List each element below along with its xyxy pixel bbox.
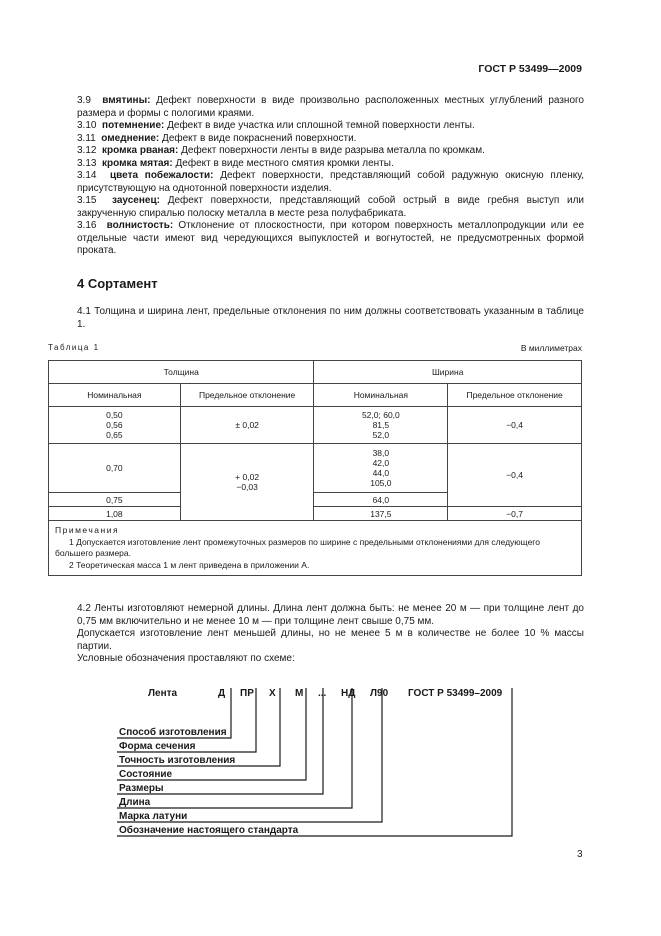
definition-3-15: 3.15 заусенец: Дефект поверхности, представляющий собой острый в виде гребня выступ или закрученную спиралью полоску металла в месте реза полуфабриката. — [77, 195, 585, 219]
scheme-token: Д — [218, 688, 226, 699]
cell-width: 38,0 42,0 44,0 105,0 — [314, 444, 448, 493]
cell-width-tolerance: −0,4 — [448, 407, 582, 444]
table-caption: Таблица 1 — [48, 343, 100, 352]
scheme-line — [117, 688, 323, 794]
cell-thickness-tolerance: + 0,02 −0,03 — [180, 444, 314, 521]
scheme-token: ... — [318, 688, 327, 699]
paragraph-4-1: 4.1 Толщина и ширина лент, предельные отклонения по ним должны соответствовать указанным в таблице 1. — [77, 306, 584, 330]
cell-thickness: 0,75 — [49, 493, 181, 507]
table-row — [49, 444, 582, 493]
scheme-token: Лента — [148, 688, 178, 699]
note-1: 1 Допускается изготовление лент промежуточных размеров по ширине с предельными отклонениями для следующего большего размера. — [55, 536, 540, 558]
cell-width: 137,5 — [314, 507, 448, 521]
scheme-lines — [117, 688, 512, 836]
header-thickness: Толщина — [49, 361, 314, 384]
scheme-tokens — [148, 688, 503, 699]
definition-3-11: 3.11 омеднение: Дефект в виде покраснений поверхности. — [77, 132, 357, 144]
table-unit: В миллиметрах — [520, 343, 582, 353]
scheme-label: Размеры — [119, 783, 164, 794]
scheme-labels — [119, 726, 299, 836]
cell-thickness: 0,50 0,56 0,65 — [49, 407, 181, 444]
table-row — [49, 407, 582, 444]
page-number: 3 — [577, 849, 583, 860]
table-notes — [49, 521, 582, 576]
cell-thickness-tolerance: ± 0,02 — [180, 407, 314, 444]
definition-3-14: 3.14 цвета побежалости: Дефект поверхности, представляющий собой радужную окисную пленку, присутствующую на однотонной поверхности изделия. — [77, 170, 585, 194]
scheme-token: М — [295, 688, 304, 699]
header-thickness-tolerance: Предельное отклонение — [180, 384, 314, 407]
definition-3-12: 3.12 кромка рваная: Дефект поверхности ленты в виде разрыва металла по кромкам. — [77, 145, 485, 156]
header-thickness-nominal: Номинальная — [49, 384, 181, 407]
scheme-label: Состояние — [119, 769, 173, 780]
scheme-label: Обозначение настоящего стандарта — [119, 825, 299, 836]
scheme-line — [117, 688, 256, 752]
cell-width-tolerance: −0,7 — [448, 507, 582, 521]
table-row — [49, 507, 582, 521]
cell-width-tolerance: −0,4 — [448, 444, 582, 507]
definition-3-10: 3.10 потемнение: Дефект в виде участка или сплошной темной поверхности ленты. — [77, 120, 475, 131]
scheme-token: Х — [269, 688, 276, 699]
cell-thickness: 0,70 — [49, 444, 181, 493]
note-2: 2 Теоретическая масса 1 м лент приведена в приложении А. — [69, 559, 310, 570]
cell-width: 64,0 — [314, 493, 448, 507]
scheme-label: Форма сечения — [119, 741, 196, 752]
scheme-line — [117, 688, 231, 738]
definitions-list — [77, 95, 584, 258]
header-width-nominal: Номинальная — [314, 384, 448, 407]
header-width-tolerance: Предельное отклонение — [448, 384, 582, 407]
section-title: 4 Сортамент — [77, 276, 158, 291]
definition-3-9: 3.9 вмятины: Дефект поверхности в виде произвольно расположенных местных углублений разного размера и формы с пологими краями. — [77, 95, 584, 119]
scheme-line — [117, 688, 306, 780]
scheme-token: ПР — [240, 688, 254, 699]
scheme-label: Марка латуни — [119, 811, 188, 822]
notes-title: Примечания — [55, 525, 120, 535]
scheme-token: НД — [341, 688, 356, 699]
scheme-label: Длина — [119, 797, 151, 808]
scheme-label: Точность изготовления — [119, 755, 236, 766]
header-width: Ширина — [314, 361, 582, 384]
scheme-line — [117, 688, 352, 808]
paragraph-4-2: 4.2 Ленты изготовляют немерной длины. Длина лент должна быть: не менее 20 м — при толщине лент до 0,75 мм включительно и не менее 10 м — при толщине лент свыше 0,75 мм. Допускается изготовление лент меньшей длины, но не менее 5 м в количестве не более 10 % массы партии. Условные обозначения проставляют по схеме: — [77, 603, 584, 664]
cell-thickness: 1,08 — [49, 507, 181, 521]
scheme-line — [117, 688, 382, 822]
scheme-label: Способ изготовления — [119, 727, 227, 738]
document-header: ГОСТ Р 53499—2009 — [478, 63, 582, 75]
table-1 — [48, 360, 582, 576]
scheme-token: ГОСТ Р 53499–2009 — [408, 688, 503, 699]
scheme-line — [117, 688, 280, 766]
cell-width: 52,0; 60,0 81,5 52,0 — [314, 407, 448, 444]
scheme-line — [117, 688, 512, 836]
definition-3-16: 3.16 волнистость: Отклонение от плоскостности, при котором поверхность металлопродукции или ее отдельные части имеют вид чередующихся выпуклостей и вогнутостей, не предусмотренных формой проката. — [77, 220, 585, 256]
scheme-token: Л90 — [370, 688, 389, 699]
definition-3-13: 3.13 кромка мятая: Дефект в виде местного смятия кромки ленты. — [77, 157, 394, 169]
